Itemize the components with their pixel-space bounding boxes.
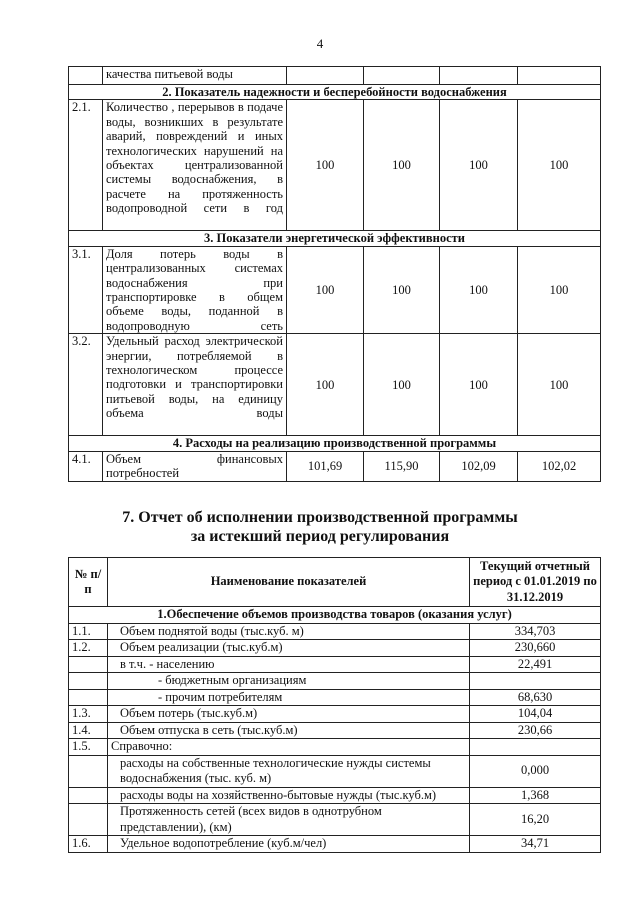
section-row	[69, 231, 601, 246]
table-row	[69, 722, 601, 739]
cell-num	[69, 787, 108, 804]
cell-name: Объем поднятой воды (тыс.куб. м)	[108, 623, 470, 640]
table-row	[69, 623, 601, 640]
cell-value: 230,660	[470, 640, 601, 657]
cell-num	[69, 689, 108, 706]
cell-num: 1.4.	[69, 722, 108, 739]
section-title: 1.Обеспечение объемов производства товаров (оказания услуг)	[69, 607, 601, 624]
indicators-table	[68, 66, 601, 482]
cell-value: 100	[287, 100, 364, 231]
cell-value: 100	[518, 100, 601, 231]
cell-value: 100	[518, 334, 601, 436]
table-row	[69, 334, 601, 436]
cell-value: 334,703	[470, 623, 601, 640]
header-num: № п/п	[69, 558, 108, 607]
cell-value: 104,04	[470, 706, 601, 723]
cell-value: 230,66	[470, 722, 601, 739]
cell-num: 1.3.	[69, 706, 108, 723]
cell-value: 16,20	[470, 804, 601, 836]
cell-name: Объем потерь (тыс.куб.м)	[108, 706, 470, 723]
cell-value: 101,69	[287, 451, 364, 481]
cell-name: Протяженность сетей (всех видов в однотрубном представлении), (км)	[108, 804, 470, 836]
table-row	[69, 755, 601, 787]
header-row	[69, 558, 601, 607]
table-row	[69, 640, 601, 657]
cell-value: 100	[287, 246, 364, 333]
heading-line: 7. Отчет об исполнении производственной программы	[122, 509, 518, 526]
cell-value: 22,491	[470, 656, 601, 673]
cell-name: в т.ч. - населению	[108, 656, 470, 673]
cell-num	[69, 755, 108, 787]
section-title: 4. Расходы на реализацию производственной программы	[69, 436, 601, 451]
cell-name: Доля потерь воды в централизованных системах водоснабжения при транспортировке в общем объеме воды, поданной в водопроводную сеть	[103, 246, 287, 333]
cell-name: Справочно:	[108, 739, 470, 756]
cell-name: Количество , перерывов в подаче воды, возникших в результате аварий, повреждений и иных технологических нарушений на объектах централизованной системы водоснабжения, в расчете на протяженность водопроводной сети в год	[103, 100, 287, 231]
table-row	[69, 689, 601, 706]
table-row	[69, 451, 601, 481]
cell-value: 0,000	[470, 755, 601, 787]
cell-value: 100	[364, 100, 440, 231]
section-title: 2. Показатель надежности и бесперебойности водоснабжения	[69, 85, 601, 100]
table-row	[69, 67, 601, 85]
cell-value: 100	[440, 100, 518, 231]
cell-value: 100	[364, 334, 440, 436]
cell-num	[69, 804, 108, 836]
table-row	[69, 706, 601, 723]
cell-name: - бюджетным организациям	[108, 673, 470, 690]
cell-num: 3.1.	[69, 246, 103, 333]
cell-num: 1.2.	[69, 640, 108, 657]
cell-num	[69, 67, 103, 85]
cell-name: - прочим потребителям	[108, 689, 470, 706]
table-row	[69, 100, 601, 231]
cell-value: 102,02	[518, 451, 601, 481]
table-row	[69, 787, 601, 804]
section-title: 3. Показатели энергетической эффективности	[69, 231, 601, 246]
section-heading	[0, 508, 640, 546]
table-row	[69, 739, 601, 756]
section-row	[69, 607, 601, 624]
heading-line: за истекший период регулирования	[190, 528, 450, 545]
cell-value: 100	[440, 334, 518, 436]
cell-num: 1.1.	[69, 623, 108, 640]
cell-num: 3.2.	[69, 334, 103, 436]
table-row	[69, 836, 601, 853]
cell-name: Объем финансовых потребностей	[103, 451, 287, 481]
cell-name: расходы воды на хозяйственно-бытовые нужды (тыс.куб.м)	[108, 787, 470, 804]
cell-value	[470, 673, 601, 690]
cell-value: 100	[287, 334, 364, 436]
cell-num	[69, 656, 108, 673]
cell-value: 115,90	[364, 451, 440, 481]
cell-num: 1.6.	[69, 836, 108, 853]
cell-num	[69, 673, 108, 690]
table-row	[69, 804, 601, 836]
cell-name: Объем отпуска в сеть (тыс.куб.м)	[108, 722, 470, 739]
cell-value: 1,368	[470, 787, 601, 804]
header-name: Наименование показателей	[108, 558, 470, 607]
cell-name: расходы на собственные технологические нужды системы водоснабжения (тыс. куб. м)	[108, 755, 470, 787]
section-row	[69, 85, 601, 100]
cell-num: 4.1.	[69, 451, 103, 481]
cell-name: Объем реализации (тыс.куб.м)	[108, 640, 470, 657]
table-row	[69, 673, 601, 690]
cell-value: 100	[364, 246, 440, 333]
cell-value: 100	[518, 246, 601, 333]
table-row	[69, 656, 601, 673]
report-table	[68, 557, 601, 853]
cell-value: 100	[440, 246, 518, 333]
header-period: Текущий отчетный период с 01.01.2019 по 31.12.2019	[470, 558, 601, 607]
cell-value	[470, 739, 601, 756]
cell-name: качества питьевой воды	[103, 67, 287, 85]
section-row	[69, 436, 601, 451]
cell-num: 2.1.	[69, 100, 103, 231]
cell-value: 102,09	[440, 451, 518, 481]
cell-value: 68,630	[470, 689, 601, 706]
cell-name: Удельное водопотребление (куб.м/чел)	[108, 836, 470, 853]
page-number: 4	[316, 36, 324, 51]
table-row	[69, 246, 601, 333]
cell-value: 34,71	[470, 836, 601, 853]
cell-num: 1.5.	[69, 739, 108, 756]
cell-name: Удельный расход электрической энергии, потребляемой в технологическом процессе подготовки и транспортировки питьевой воды, на единицу объема воды	[103, 334, 287, 436]
